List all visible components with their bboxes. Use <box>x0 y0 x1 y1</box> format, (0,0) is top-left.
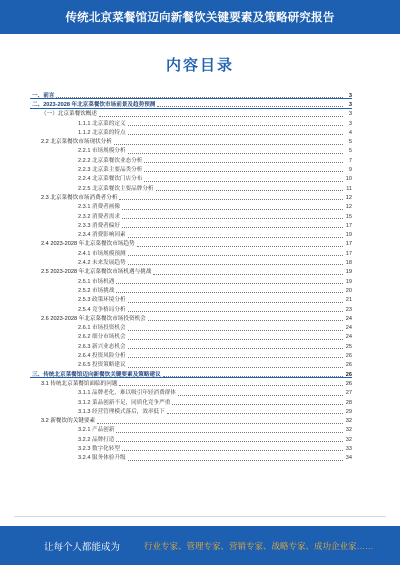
toc-entry-page: 19 <box>345 278 352 285</box>
toc-leader-dots <box>122 209 343 210</box>
toc-entry-label: （一）北京菜餐饮概述 <box>41 111 97 118</box>
toc-entry-label: 1.1.2 北京菜的特点 <box>78 129 126 136</box>
toc-entry-level3[interactable] <box>30 406 352 415</box>
toc-entry-level3[interactable] <box>30 397 352 406</box>
toc-entry-page: 17 <box>345 222 352 229</box>
toc-entry-level3[interactable] <box>30 360 352 369</box>
toc-entry-page: 26 <box>345 371 352 378</box>
toc-entry-label: 2.5.1 市场机遇 <box>78 278 115 285</box>
toc-leader-dots <box>148 320 343 321</box>
toc-entry-page: 9 <box>344 168 352 174</box>
toc-entry-page: 28 <box>345 399 352 406</box>
toc-leader-dots <box>128 367 343 368</box>
toc-entry-level3[interactable] <box>30 229 352 238</box>
toc-entry-level3[interactable] <box>30 211 352 220</box>
toc-entry-level1[interactable] <box>30 99 352 108</box>
toc-entry-page: 15 <box>345 213 352 220</box>
toc-entry-level3[interactable] <box>30 276 352 285</box>
toc-entry-label: 2.3.4 消费影响因素 <box>78 232 126 239</box>
toc-entry-label: 2.2.1 市场规模分析 <box>78 148 126 155</box>
toc-entry-page: 23 <box>345 306 352 313</box>
toc-entry-label: 2.2 北京菜餐饮市场现状分析 <box>41 139 112 146</box>
toc-entry-level3[interactable] <box>30 146 352 155</box>
toc-entry-label: 一、前言 <box>32 92 55 99</box>
toc-entry-label: 2.3.1 消费者画像 <box>78 204 120 211</box>
toc-entry-label: 2.5.2 市场挑战 <box>78 287 115 294</box>
toc-entry-label: 3.1.3 经营管理模式落后，效率低下 <box>78 408 165 415</box>
toc-leader-dots <box>128 153 343 154</box>
toc-entry-page: 24 <box>345 315 352 322</box>
toc-entry-label: 2.6.2 细分市场机会 <box>78 334 126 341</box>
toc-entry-page: 12 <box>345 194 352 201</box>
toc-entry-level3[interactable] <box>30 155 352 164</box>
toc-entry-page: 29 <box>345 408 352 415</box>
toc-entry-page: 25 <box>345 343 352 350</box>
toc-leader-dots <box>122 450 343 451</box>
toc-leader-dots <box>97 423 343 424</box>
toc-entry-level2[interactable] <box>30 192 352 201</box>
toc-entry-level2[interactable] <box>30 136 352 145</box>
toc-leader-dots <box>137 246 343 247</box>
toc-entry-label: 2.2.3 北京菜主要品类分析 <box>78 167 143 174</box>
toc-leader-dots <box>128 302 343 303</box>
toc-leader-dots <box>128 311 343 312</box>
toc-entry-level3[interactable] <box>30 174 352 183</box>
toc-entry-label: 2.4 2023-2028 年北京菜餐饮市场趋势 <box>41 241 135 248</box>
toc-entry-page: 3 <box>344 94 352 100</box>
toc-leader-dots <box>156 190 343 191</box>
toc-entry-level3[interactable] <box>30 453 352 462</box>
toc-leader-dots <box>144 162 343 163</box>
toc-entry-level3[interactable] <box>30 388 352 397</box>
toc-entry-label: 2.5.4 竞争格局分析 <box>78 306 126 313</box>
toc-leader-dots <box>99 116 343 117</box>
toc-leader-dots <box>116 283 343 284</box>
footer-slogan: 让每个人都能成为 <box>44 541 121 553</box>
toc-leader-dots <box>128 330 343 331</box>
toc-leader-dots <box>128 134 343 135</box>
toc-leader-dots <box>128 339 343 340</box>
toc-entry-level3[interactable] <box>30 322 352 331</box>
toc-entry-label: 2.6.3 新兴业态机会 <box>78 343 126 350</box>
toc-leader-dots <box>128 460 343 461</box>
toc-entry-label: 2.6.4 投资风险分析 <box>78 353 126 360</box>
toc-entry-page: 4 <box>344 131 352 137</box>
toc-entry-level3[interactable] <box>30 350 352 359</box>
footer-banner <box>0 526 400 565</box>
toc-entry-page: 17 <box>345 241 352 248</box>
toc-entry-label: 2.6 2023-2028 年北京菜餐饮市场投资机会 <box>41 315 146 322</box>
toc-leader-dots <box>128 357 343 358</box>
toc-entry-label: 3.2.2 品牌打造 <box>78 436 115 443</box>
toc-entry-label: 三、传统北京菜餐馆迈向新餐饮关键要素及策略建议 <box>32 371 161 378</box>
toc-entry-page: 32 <box>345 436 352 443</box>
toc-entry-page: 27 <box>345 390 352 397</box>
toc-entry-level3[interactable] <box>30 332 352 341</box>
toc-entry-level3[interactable] <box>30 183 352 192</box>
toc-entry-label: 2.2.5 北京菜餐饮主要品牌分析 <box>78 185 154 192</box>
toc-leader-dots <box>119 199 343 200</box>
toc-entry-level3[interactable] <box>30 220 352 229</box>
toc-entry-level1[interactable] <box>30 90 352 99</box>
toc-entry-level3[interactable] <box>30 257 352 266</box>
toc-entry-page: 3 <box>344 103 352 109</box>
toc-entry-level3[interactable] <box>30 164 352 173</box>
toc-entry-level2[interactable] <box>30 267 352 276</box>
toc-leader-dots <box>119 385 343 386</box>
table-of-contents <box>30 90 352 462</box>
toc-entry-page: 26 <box>345 380 352 387</box>
toc-entry-page: 33 <box>345 445 352 452</box>
toc-leader-dots <box>153 274 343 275</box>
bottom-divider <box>14 516 386 517</box>
toc-entry-page: 3 <box>344 122 352 128</box>
toc-entry-page: 5 <box>344 149 352 155</box>
toc-leader-dots <box>122 227 343 228</box>
toc-entry-level3[interactable] <box>30 202 352 211</box>
toc-entry-level3[interactable] <box>30 285 352 294</box>
toc-entry-page: 34 <box>345 455 352 462</box>
toc-entry-page: 20 <box>345 287 352 294</box>
toc-entry-page: 12 <box>345 204 352 211</box>
toc-leader-dots <box>114 144 343 145</box>
toc-entry-label: 3.1 传统北京菜餐馆面临的问题 <box>41 380 118 387</box>
toc-entry-label: 2.6.5 投资策略建议 <box>78 362 126 369</box>
toc-entry-label: 3.1.1 品牌老化，难以吸引年轻消费群体 <box>78 390 176 397</box>
toc-entry-label: 2.3.2 消费者需求 <box>78 213 120 220</box>
toc-entry-level1[interactable] <box>30 369 352 378</box>
toc-entry-page: 11 <box>344 187 352 193</box>
toc-leader-dots <box>116 441 343 442</box>
toc-heading: 内容目录 <box>165 57 234 74</box>
toc-entry-page: 18 <box>345 260 352 267</box>
toc-leader-dots <box>128 255 343 256</box>
toc-leader-dots <box>128 125 343 126</box>
toc-entry-label: 3.1.2 菜品创新不足，同质化竞争严重 <box>78 399 171 406</box>
toc-entry-page: 26 <box>345 353 352 360</box>
toc-leader-dots <box>128 264 343 265</box>
toc-entry-label: 2.4.2 未来发展趋势 <box>78 260 126 267</box>
toc-entry-level2[interactable] <box>30 313 352 322</box>
toc-entry-label: 2.2.4 北京菜餐饮门店分布 <box>78 176 143 183</box>
toc-entry-page: 19 <box>345 232 352 239</box>
toc-entry-page: 32 <box>345 418 352 425</box>
toc-entry-level2[interactable] <box>30 415 352 424</box>
toc-leader-dots <box>167 413 343 414</box>
toc-entry-page: 32 <box>345 427 352 434</box>
toc-entry-level3[interactable] <box>30 118 352 127</box>
toc-leader-dots <box>116 292 343 293</box>
toc-entry-page: 10 <box>345 176 352 183</box>
toc-entry-label: 2.4.1 市场规模预测 <box>78 250 126 257</box>
toc-entry-level3[interactable] <box>30 341 352 350</box>
toc-entry-page: 3 <box>344 112 352 118</box>
toc-leader-dots <box>128 348 343 349</box>
toc-entry-level3[interactable] <box>30 295 352 304</box>
toc-leader-dots <box>144 181 343 182</box>
toc-entry-label: 3.2 新餐饮的关键要素 <box>41 418 96 425</box>
toc-entry-page: 19 <box>345 269 352 276</box>
toc-entry-page: 7 <box>344 159 352 165</box>
toc-entry-label: 3.2.1 产品创新 <box>78 427 115 434</box>
toc-entry-level2[interactable] <box>30 378 352 387</box>
toc-entry-label: 3.2.4 服务体验升级 <box>78 455 126 462</box>
toc-entry-label: 2.3.3 消费者偏好 <box>78 222 120 229</box>
toc-entry-label: 2.5.3 政策环境分析 <box>78 297 126 304</box>
toc-leader-dots <box>144 171 343 172</box>
toc-entry-level3[interactable] <box>30 443 352 452</box>
toc-entry-label: 二、2023-2028 年北京菜餐饮市场前景及趋势预测 <box>32 102 156 108</box>
footer-tagline: 行业专家、管理专家、营销专家、战略专家、成功企业家…… <box>144 540 374 551</box>
toc-leader-dots <box>122 218 343 219</box>
toc-entry-page: 24 <box>345 325 352 332</box>
toc-entry-label: 3.2.3 数字化转型 <box>78 445 120 452</box>
toc-entry-label: 2.3 北京菜餐饮市场消费者分析 <box>41 194 118 201</box>
toc-entry-level3[interactable] <box>30 434 352 443</box>
report-header <box>0 0 400 34</box>
toc-entry-label: 2.2.2 北京菜餐饮业态分析 <box>78 157 143 164</box>
toc-entry-level3[interactable] <box>30 304 352 313</box>
toc-entry-level2[interactable] <box>30 109 352 118</box>
toc-entry-page: 26 <box>345 362 352 369</box>
toc-entry-page: 21 <box>345 297 352 304</box>
toc-entry-label: 2.6.1 市场投资机会 <box>78 325 126 332</box>
toc-entry-label: 1.1.1 北京菜的定义 <box>78 120 126 127</box>
report-title: 传统北京菜餐馆迈向新餐饮关键要素及策略研究报告 <box>65 12 335 24</box>
toc-leader-dots <box>128 237 343 238</box>
toc-leader-dots <box>172 404 343 405</box>
toc-entry-page: 24 <box>345 334 352 341</box>
toc-entry-level3[interactable] <box>30 127 352 136</box>
toc-entry-page: 17 <box>345 250 352 257</box>
toc-entry-label: 2.5 2023-2028 年北京菜餐饮市场机遇与挑战 <box>41 269 152 276</box>
toc-entry-level3[interactable] <box>30 248 352 257</box>
toc-entry-level3[interactable] <box>30 425 352 434</box>
toc-entry-level2[interactable] <box>30 239 352 248</box>
toc-leader-dots <box>178 395 343 396</box>
toc-entry-page: 5 <box>344 140 352 146</box>
toc-leader-dots <box>116 432 343 433</box>
